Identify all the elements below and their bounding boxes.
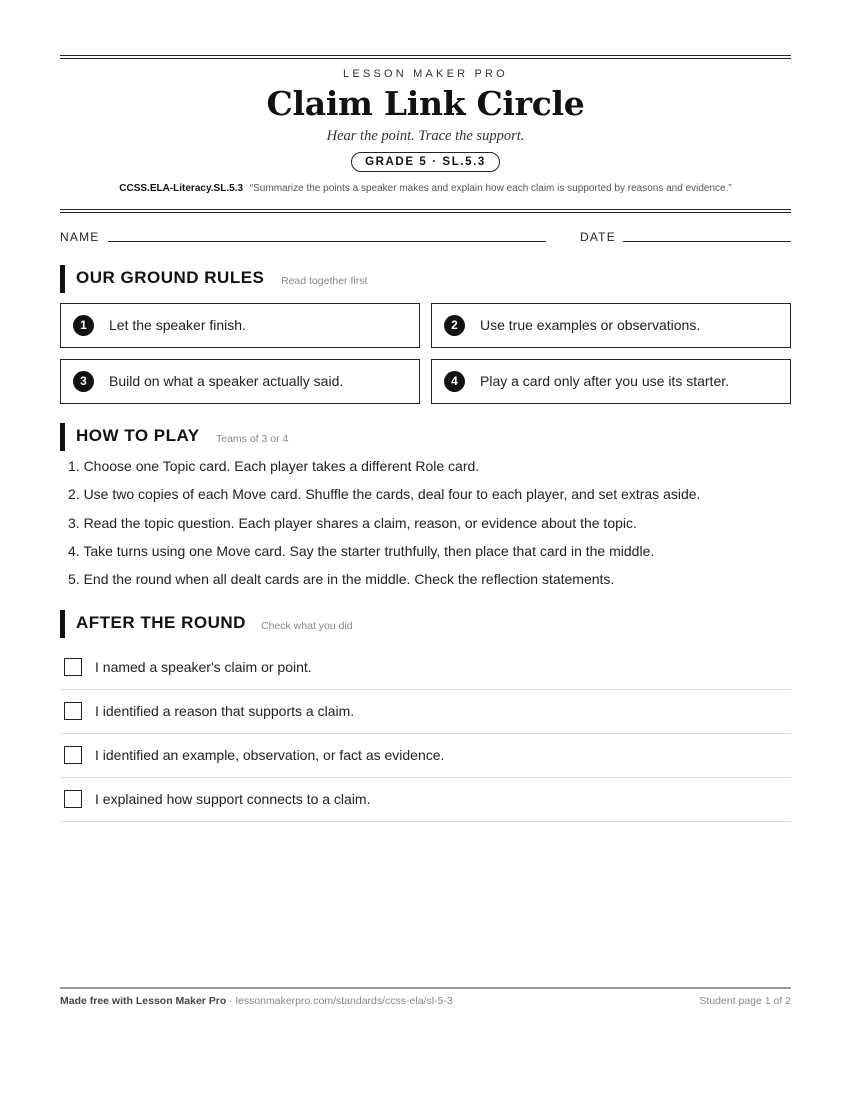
- rule-number-badge: 2: [444, 315, 465, 336]
- section-subtitle: Teams of 3 or 4: [216, 433, 289, 445]
- section-bar: [60, 610, 65, 638]
- checklist-label: I identified an example, observation, or fact as evidence.: [95, 747, 445, 763]
- section-bar: [60, 265, 65, 293]
- play-step: 4. Take turns using one Move card. Say the starter truthfully, then place that card in the middle.: [68, 542, 655, 559]
- date-field[interactable]: [623, 241, 791, 242]
- rule-text: Let the speaker finish.: [109, 317, 246, 333]
- play-step: 5. End the round when all dealt cards are in the middle. Check the reflection statements.: [68, 571, 615, 588]
- footer-credit: [60, 995, 453, 1007]
- ground-rule-card: [60, 359, 420, 404]
- rule-number-badge: 4: [444, 371, 465, 392]
- checkbox[interactable]: [64, 790, 82, 808]
- rule-number-badge: 3: [73, 371, 94, 392]
- checklist-item: [60, 690, 791, 734]
- footer-rule: [60, 987, 791, 989]
- footer-made-with: Made free with Lesson Maker Pro: [60, 995, 227, 1007]
- rule-text: Play a card only after you use its starter.: [480, 373, 730, 389]
- rule-number-badge: 1: [73, 315, 94, 336]
- section-subtitle: Read together first: [281, 275, 368, 287]
- footer-page-number: Student page 1 of 2: [699, 995, 791, 1007]
- grade-badge: GRADE 5 · SL.5.3: [351, 152, 500, 172]
- standard-text: “Summarize the points a speaker makes and explain how each claim is supported by reasons and evidence.”: [249, 183, 732, 194]
- header-top-rule: [60, 55, 791, 59]
- checklist-item: [60, 778, 791, 822]
- section-bar: [60, 423, 65, 451]
- footer-url[interactable]: · lessonmakerpro.com/standards/ccss-ela/sl-5-3: [226, 995, 453, 1007]
- page-subtitle: Hear the point. Trace the support.: [326, 128, 525, 144]
- checklist-label: I identified a reason that supports a claim.: [95, 703, 355, 719]
- checklist-label: I explained how support connects to a claim.: [95, 791, 371, 807]
- ground-rule-card: [431, 359, 791, 404]
- play-step: 2. Use two copies of each Move card. Shuffle the cards, deal four to each player, and set extras aside.: [68, 486, 701, 503]
- checkbox[interactable]: [64, 658, 82, 676]
- checklist-label: I named a speaker's claim or point.: [95, 659, 312, 675]
- header-bottom-rule: [60, 209, 791, 213]
- section-title: AFTER THE ROUND: [76, 613, 246, 632]
- checklist-item: [60, 646, 791, 690]
- standard-line: [60, 183, 791, 194]
- brand-name: LESSON MAKER PRO: [343, 68, 508, 80]
- ground-rule-card: [431, 303, 791, 348]
- section-title: OUR GROUND RULES: [76, 268, 265, 287]
- grade-badge-wrap: [60, 152, 791, 172]
- play-step: 3. Read the topic question. Each player shares a claim, reason, or evidence about the topic.: [68, 514, 637, 531]
- checklist-item: [60, 734, 791, 778]
- name-date-row: [60, 230, 791, 246]
- page-title: Claim Link Circle: [266, 84, 585, 123]
- reflection-checklist: [60, 646, 791, 822]
- checkbox[interactable]: [64, 702, 82, 720]
- worksheet-page: [60, 0, 791, 1100]
- rule-text: Build on what a speaker actually said.: [109, 373, 344, 389]
- date-label: DATE: [580, 230, 616, 244]
- section-title: HOW TO PLAY: [76, 426, 200, 445]
- standard-code: CCSS.ELA-Literacy.SL.5.3: [119, 183, 244, 194]
- rule-text: Use true examples or observations.: [480, 317, 701, 333]
- section-subtitle: Check what you did: [261, 620, 353, 632]
- name-field[interactable]: [108, 241, 546, 242]
- play-steps-list: [68, 458, 788, 599]
- ground-rule-card: [60, 303, 420, 348]
- name-label: NAME: [60, 230, 100, 244]
- play-step: 1. Choose one Topic card. Each player takes a different Role card.: [68, 458, 480, 474]
- checkbox[interactable]: [64, 746, 82, 764]
